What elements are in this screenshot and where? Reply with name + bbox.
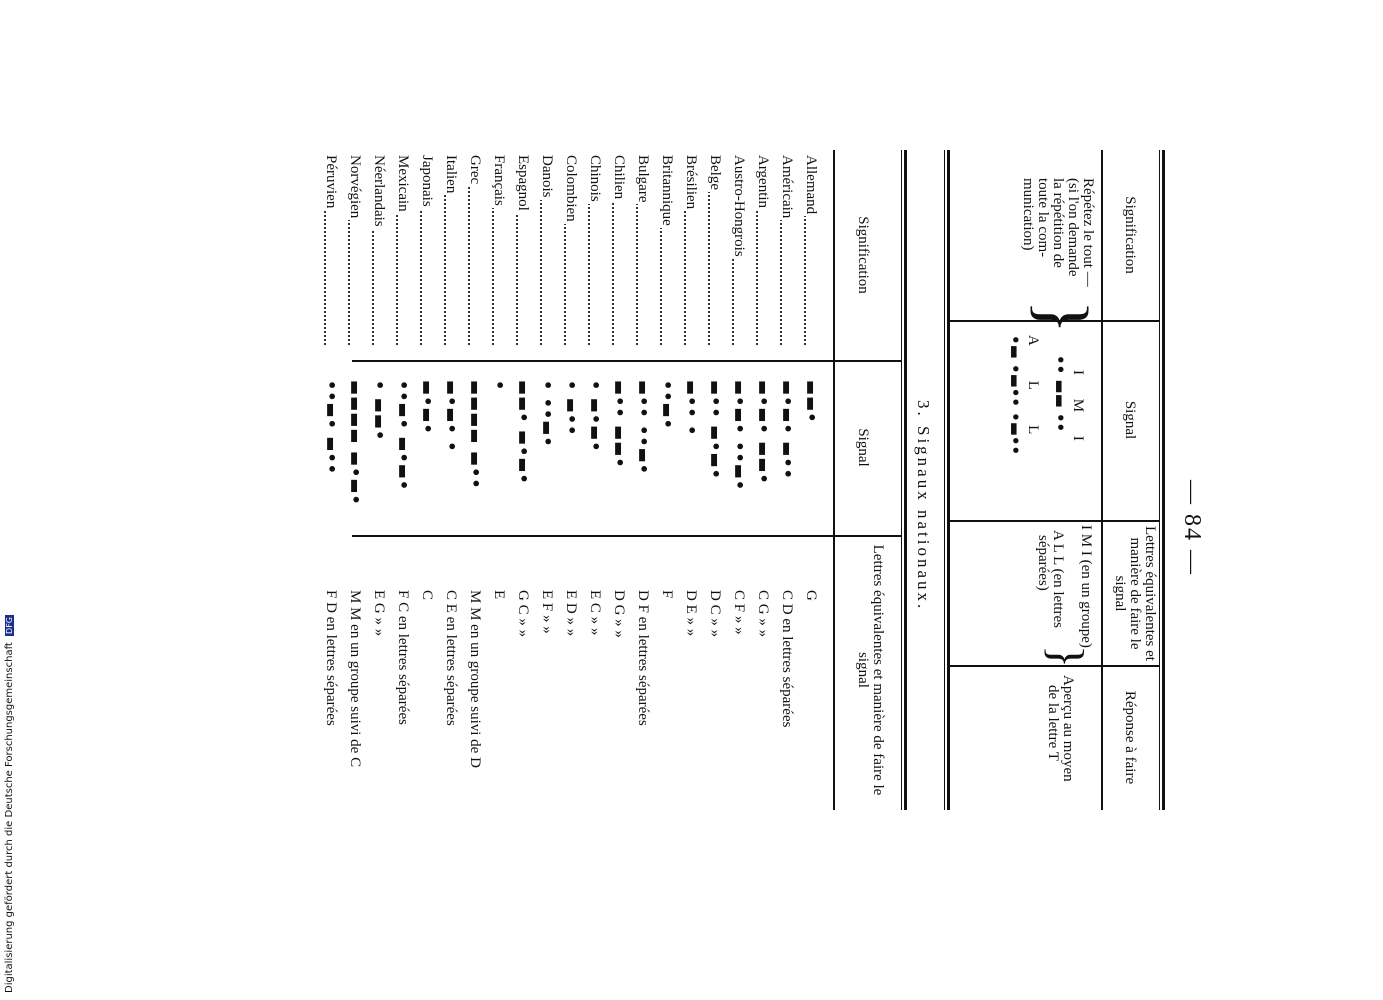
table-row	[463, 150, 487, 810]
table-row	[391, 150, 415, 810]
table-row	[535, 150, 559, 810]
nation-cell	[703, 155, 727, 345]
top-table-rule-bottom	[947, 150, 950, 810]
page-number: — 84 —	[1179, 480, 1205, 576]
nation-name: Italien	[443, 155, 459, 194]
nations-table-header-rule	[833, 150, 835, 810]
table-row	[511, 150, 535, 810]
section-title: 3. Signaux nationaux.	[914, 400, 933, 612]
morse-signal: • ••▬•	[538, 380, 557, 448]
nations-rows	[323, 150, 823, 810]
nation-cell	[751, 155, 775, 345]
nation-cell	[415, 155, 439, 345]
nation-name: Péruvien	[323, 155, 339, 209]
nation-cell	[799, 155, 823, 345]
equivalent-letters: G	[803, 590, 819, 601]
nation-name: Norvégien	[347, 155, 363, 219]
morse-signal: ▬▬▬▬ ▬•▬•	[346, 380, 365, 506]
equivalent-letters: C F » »	[731, 590, 747, 635]
table-row	[775, 150, 799, 810]
morse-signal: • ▬••	[562, 380, 581, 437]
morse-signal: ▬•• ••▬•	[634, 380, 653, 475]
nation-name: Belge	[707, 155, 723, 190]
top-signal-letters-2: A L L	[1025, 335, 1041, 451]
top-table-header-rule	[1102, 150, 1104, 810]
nation-cell	[655, 155, 679, 345]
digitization-note	[4, 615, 15, 993]
nations-table-rule-top	[904, 150, 907, 810]
equivalent-letters: D C » »	[707, 590, 723, 638]
morse-signal: ••▬• ▬•▬•	[394, 380, 413, 492]
nation-cell	[367, 155, 391, 345]
nation-name: Néerlandais	[371, 155, 387, 227]
morse-signal: ▬•▬• ▬••	[778, 380, 797, 480]
nation-cell	[343, 155, 367, 345]
nation-cell	[319, 155, 343, 345]
equivalent-letters: C G » »	[755, 590, 771, 638]
top-table-rule-top-thin	[1159, 150, 1160, 810]
nation-name: Allemand	[803, 155, 819, 215]
table-row	[583, 150, 607, 810]
top-signal-code-1: •• ▬▬ ••	[1051, 355, 1069, 433]
table-row	[319, 150, 343, 810]
morse-signal: ▬•• ▬▬•	[610, 380, 629, 469]
equivalent-letters: C E en lettres séparées	[443, 590, 459, 726]
equivalent-letters: C	[419, 590, 435, 601]
morse-signal: ▬▬• ▬•▬•	[514, 380, 533, 485]
rotated-page	[315, 150, 1215, 850]
nation-cell	[775, 155, 799, 345]
nation-cell	[439, 155, 463, 345]
nation-name: Britannique	[659, 155, 675, 226]
signification-line: munication)	[1020, 178, 1036, 251]
equivalent-letters: D F en lettres séparées	[635, 590, 651, 726]
nation-name: Mexicain	[395, 155, 411, 212]
equivalent-letters: E C » »	[587, 590, 603, 636]
morse-signal: ••▬•	[658, 380, 677, 430]
morse-signal: ▬•• ▬•▬•	[706, 380, 725, 480]
top-signal-code-2: •▬ •▬•• •▬••	[1006, 335, 1024, 456]
table-row	[703, 150, 727, 810]
top-header-signification: Signification	[1122, 196, 1138, 274]
morse-signal: ••▬• ▬••	[322, 380, 341, 475]
nation-cell	[511, 155, 535, 345]
nation-name: Français	[491, 155, 507, 206]
equivalent-letters: C D en lettres séparées	[779, 590, 795, 728]
nation-name: Danois	[539, 155, 555, 198]
top-reponse-line-2: de la lettre T	[1045, 685, 1061, 761]
nation-cell	[583, 155, 607, 345]
digitization-note-text: Digitalisierung gefördert durch die Deutsche Forschungsgemeinschaft	[4, 642, 15, 993]
signification-line: (si l'on demande	[1065, 178, 1081, 277]
nations-header-signification: Signification	[855, 216, 871, 294]
top-header-lettres: Lettres équivalentes et manière de faire le signal	[1112, 526, 1158, 661]
equivalent-letters: E G » »	[371, 590, 387, 637]
top-reponse-line-1: Aperçu au moyen	[1060, 675, 1076, 782]
nation-cell	[487, 155, 511, 345]
table-row	[631, 150, 655, 810]
nation-name: Bulgare	[635, 155, 651, 203]
table-row	[415, 150, 439, 810]
nation-name: Chinois	[587, 155, 603, 202]
table-row	[679, 150, 703, 810]
nation-name: Brésilien	[683, 155, 699, 210]
nation-name: Austro-Hongrois	[731, 155, 747, 257]
nation-name: Colombien	[563, 155, 579, 222]
nations-table-rule-top-thin	[901, 150, 902, 810]
morse-signal: ▬•• •	[682, 380, 701, 437]
top-lettres-line-1: I M I (en un groupe)	[1078, 525, 1094, 648]
top-table-rule-bottom-thin	[944, 150, 945, 810]
equivalent-letters: D G » »	[611, 590, 627, 638]
equivalent-letters: G C » »	[515, 590, 531, 638]
morse-signal: ▬▬•	[802, 380, 821, 424]
nation-cell	[679, 155, 703, 345]
top-header-reponse: Réponse à faire	[1122, 690, 1138, 785]
table-row	[439, 150, 463, 810]
nations-header-lettres: Lettres équivalentes et manière de faire le signal	[855, 544, 886, 796]
table-row	[559, 150, 583, 810]
top-signal-letters-1: I M I	[1070, 370, 1086, 451]
signification-line: la répétition de	[1050, 178, 1066, 268]
top-lettres-line-2: A L L (en lettres	[1050, 530, 1066, 629]
table-row	[655, 150, 679, 810]
top-brace-left: }	[1024, 300, 1101, 334]
table-row	[487, 150, 511, 810]
table-row	[343, 150, 367, 810]
morse-signal: ▬•▬• ▬▬•	[754, 380, 773, 485]
nation-cell	[463, 155, 487, 345]
morse-signal: ▬•▬•	[418, 380, 437, 435]
morse-signal: ▬•▬• ••▬•	[730, 380, 749, 492]
nation-name: Chilien	[611, 155, 627, 200]
equivalent-letters: D E » »	[683, 590, 699, 637]
nation-cell	[727, 155, 751, 345]
nations-header-signal: Signal	[855, 428, 871, 467]
morse-signal: • ▬▬•	[370, 380, 389, 442]
table-row	[751, 150, 775, 810]
nation-cell	[535, 155, 559, 345]
equivalent-letters: M M en un groupe suivi de D	[467, 590, 483, 768]
nation-cell	[607, 155, 631, 345]
top-header-signal: Signal	[1122, 400, 1138, 440]
top-table-rule-top	[1162, 150, 1165, 810]
table-row	[367, 150, 391, 810]
nation-name: Espagnol	[515, 155, 531, 211]
nation-cell	[559, 155, 583, 345]
table-row	[799, 150, 823, 810]
signification-line: toute la com-	[1035, 178, 1051, 258]
equivalent-letters: E F » »	[539, 590, 555, 634]
table-row	[607, 150, 631, 810]
dfg-logo: DFG	[5, 617, 14, 634]
morse-signal: ▬•▬• •	[442, 380, 461, 453]
equivalent-letters: M M en un groupe suivi de C	[347, 590, 363, 768]
morse-signal: • ▬•▬•	[586, 380, 605, 453]
nation-name: Japonais	[419, 155, 435, 207]
table-row	[727, 150, 751, 810]
equivalent-letters: F C en lettres séparées	[395, 590, 411, 725]
nation-name: Américain	[779, 155, 795, 219]
nation-name: Grec	[467, 155, 483, 185]
equivalent-letters: F	[659, 590, 675, 599]
nation-cell	[391, 155, 415, 345]
equivalent-letters: E D » »	[563, 590, 579, 637]
equivalent-letters: E	[491, 590, 507, 600]
top-signification-text	[1020, 178, 1095, 287]
nation-cell	[631, 155, 655, 345]
morse-signal: ▬▬▬▬ ▬••	[466, 380, 485, 490]
signification-line: Répétez le tout —	[1080, 178, 1096, 287]
top-lettres-line-3: séparées)	[1035, 535, 1051, 591]
nation-name: Argentin	[755, 155, 771, 209]
top-brace-right: }	[1040, 645, 1093, 669]
equivalent-letters: F D en lettres séparées	[323, 590, 339, 726]
morse-signal: •	[490, 380, 509, 392]
